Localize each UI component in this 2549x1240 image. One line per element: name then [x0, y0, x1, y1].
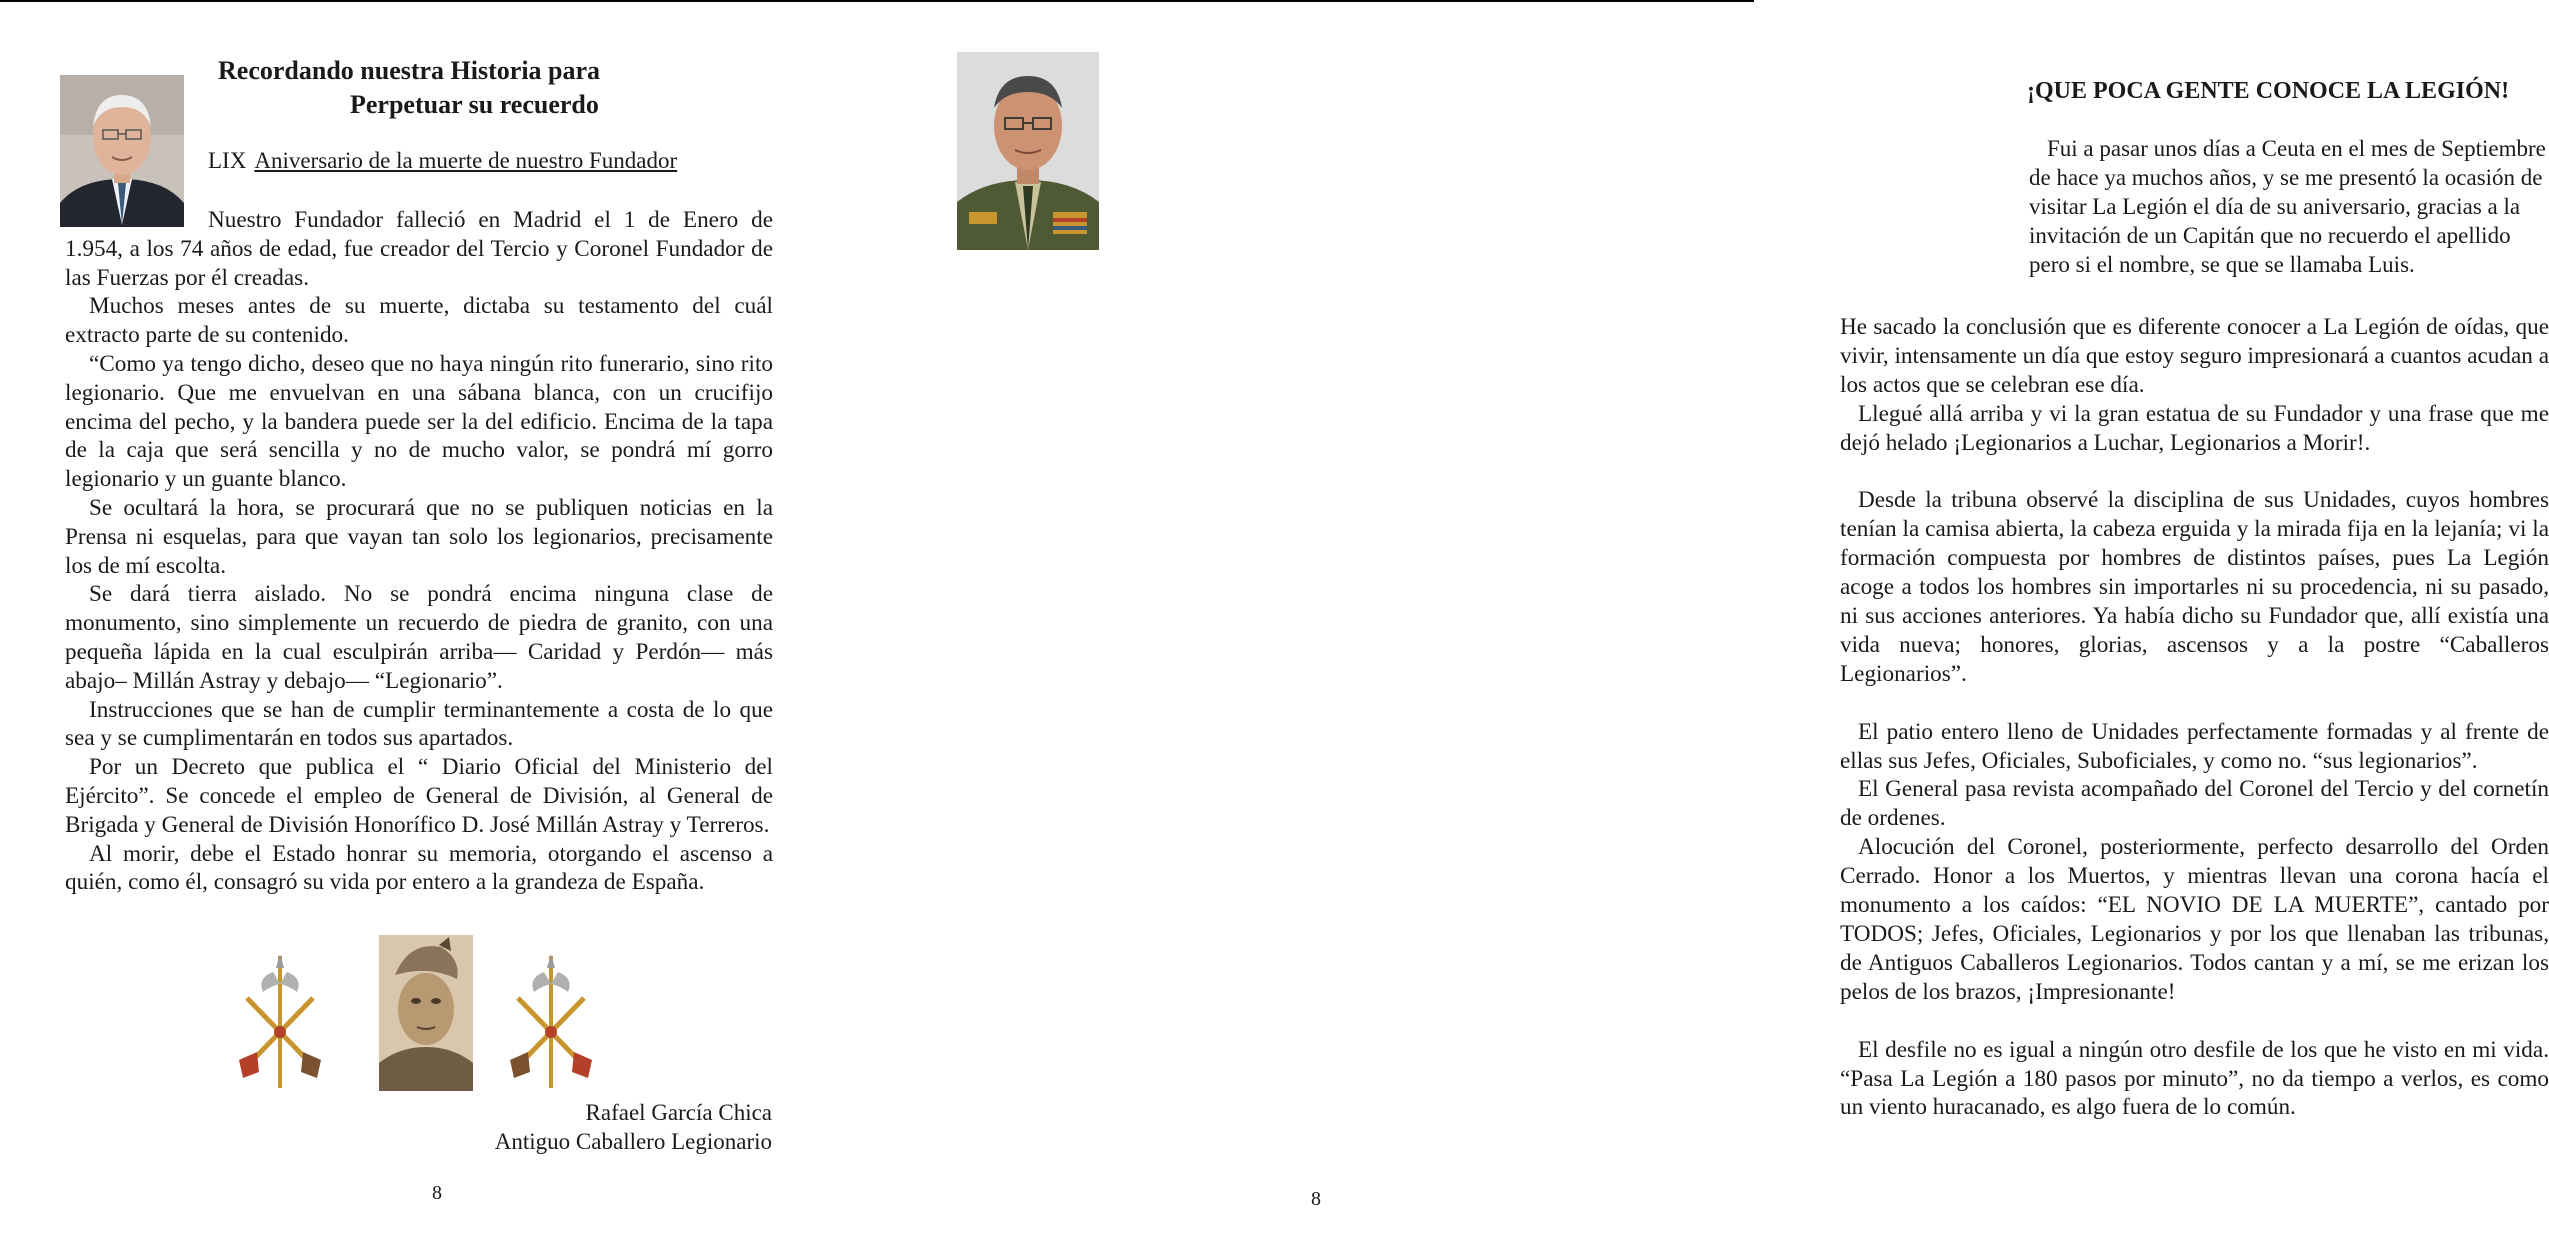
left-paragraph: Por un Decreto que publica el “ Diario Oficial del Ministerio del Ejército”. Se concede el empleo de General de División, al General de Brigada y General de División Honorífico D. José Millán Astray y Terreros. [65, 754, 773, 838]
left-subtitle [208, 148, 677, 174]
right-paragraph: El desfile no es igual a ningún otro desfile de los que he visto en mi vida. “Pasa La Legión a 180 pasos por minuto”, no da tiempo a verlos, es como un viento huracanado, es algo fuera de lo común. [1840, 1036, 2549, 1121]
right-article-body [1840, 313, 2549, 1122]
right-page-number: 8 [1311, 1188, 1321, 1210]
right-paragraph: Alocución del Coronel, posteriormente, perfecto desarrollo del Orden Cerrado. Honor a los Muertos, y mientras llevan una corona hacía el monumento a los caídos: “EL NOVIO DE LA MUERTE”, cantado por TODOS; Jefes, Oficiales, Legionarios y por los que llenaban las tribunas, de Antiguos Caballeros Legionarios. Todos cantan y a mí, se me erizan los pelos de los brazos, ¡Impresionante! [1840, 834, 2549, 1005]
left-article-body [65, 206, 773, 897]
founder-photo [379, 935, 473, 1091]
general-portrait-photo [957, 52, 1099, 250]
right-paragraph: El patio entero lleno de Unidades perfectamente formadas y al frente de ellas sus Jefes, Oficiales, Suboficiales, y como no. “sus legionarios”. [1840, 718, 2549, 774]
right-intro-paragraph: Fui a pasar unos días a Ceuta en el mes de Septiembre de hace ya muchos años, y se me presentó la ocasión de visitar La Legión el día de su aniversario, gracias a la invitación de un Capitán que no recuerdo el apellido pero si el nombre, se que se llamaba Luis. [2029, 136, 2546, 277]
legion-emblem-left-icon [235, 948, 325, 1090]
subtitle-text: Aniversario de la muerte de nuestro Fundador [254, 148, 678, 173]
right-page [877, 0, 2549, 1240]
left-article-title [218, 54, 678, 122]
right-article-title: ¡QUE POCA GENTE CONOCE LA LEGIÓN! [2027, 78, 2510, 104]
signature-name: Rafael García Chica [585, 1100, 772, 1125]
left-paragraph: Se ocultará la hora, se procurará que no se publiquen noticias en la Prensa ni esquelas, para que vayan tan solo los legionarios, precisamente los de mí escolta. [65, 494, 773, 579]
left-paragraph: “Como ya tengo dicho, deseo que no haya ningún rito funerario, sino rito legionario. Que me envuelvan en una sábana blanca, con un crucifijo encima del pecho, y la bandera puede ser la del edificio. Encima de la tapa de la caja que será sencilla y no de mucho valor, se pondrá mí gorro legionario y un guante blanco. [65, 350, 773, 493]
right-paragraph: He sacado la conclusión que es diferente conocer a La Legión de oídas, que vivir, intensamente un día que estoy seguro impresionará a cuantos acudan a los actos que se celebran ese día. [1840, 314, 2549, 398]
subtitle-prefix: LIX [208, 148, 247, 173]
signature-role: Antiguo Caballero Legionario [494, 1129, 772, 1154]
right-paragraph: Desde la tribuna observé la disciplina de sus Unidades, cuyos hombres tenían la camisa abierta, la cabeza erguida y la mirada fija en la lejanía; vi la formación compuesta por hombres de distintos países, pues La Legión acoge a todos los hombres sin importarles ni su procedencia, ni su pasado, ni sus acciones anteriores. Ya había dicho su Fundador que, allí existía una vida nueva; honores, glorias, ascensos y a la postre “Caballeros Legionarios”. [1840, 487, 2549, 687]
left-title-line1: Recordando nuestra Historia para [218, 56, 601, 85]
left-signature [440, 1098, 772, 1156]
right-intro [2029, 134, 2549, 279]
left-page-number: 8 [432, 1182, 442, 1204]
left-paragraph: Se dará tierra aislado. No se pondrá encima ninguna clase de monumento, sino simplemente un recuerdo de piedra de granito, con una pequeña lápida en la cual esculpirán arriba— Caridad y Perdón— más abajo– Millán Astray y debajo— “Legionario”. [65, 581, 773, 694]
left-paragraph: Muchos meses antes de su muerte, dictaba su testamento del cuál extracto parte de su contenido. [65, 293, 773, 349]
right-paragraph: Llegué allá arriba y vi la gran estatua de su Fundador y una frase que me dejó helado ¡Legionarios a Luchar, Legionarios a Morir!. [1840, 400, 2549, 456]
left-title-line2: Perpetuar su recuerdo [350, 90, 599, 119]
author-portrait-photo [60, 75, 184, 227]
left-paragraph: Nuestro Fundador falleció en Madrid el 1 de Enero de 1.954, a los 74 años de edad, fue creador del Tercio y Coronel Fundador de las Fuerzas por él creadas. [65, 207, 773, 291]
left-paragraph: Al morir, debe el Estado honrar su memoria, otorgando el ascenso a quién, como él, consagró su vida por entero a la grandeza de España. [65, 840, 773, 896]
left-page [0, 0, 877, 1240]
legion-emblem-right-icon [506, 948, 596, 1090]
right-paragraph: El General pasa revista acompañado del Coronel del Tercio y del cornetín de ordenes. [1840, 776, 2549, 832]
left-paragraph: Instrucciones que se han de cumplir terminantemente a costa de lo que sea y se cumplimentarán en todos sus apartados. [65, 696, 773, 752]
